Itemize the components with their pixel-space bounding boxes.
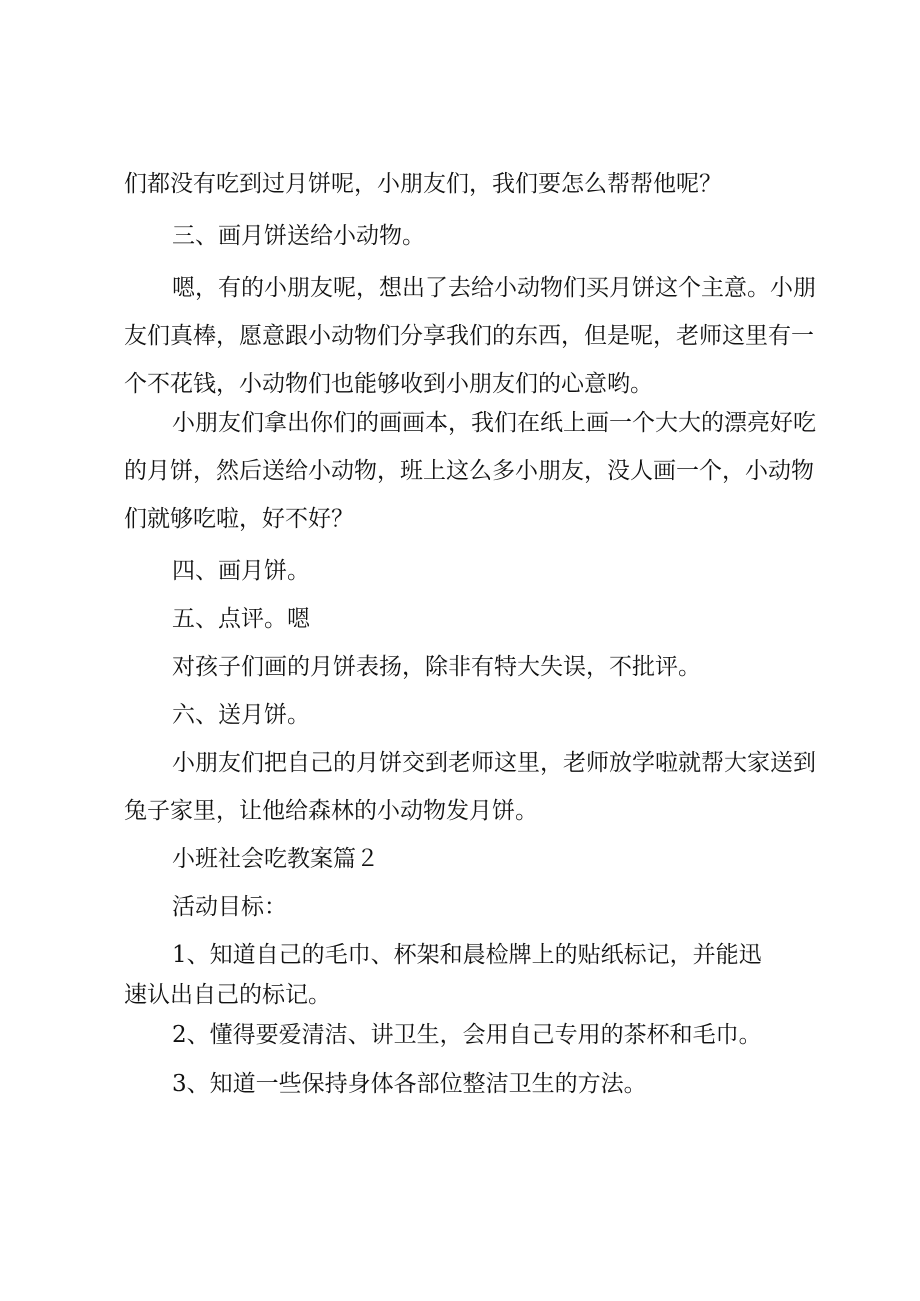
paragraph-3	[124, 277, 824, 396]
paragraph-2-section-heading	[124, 225, 824, 248]
article-subtitle	[124, 848, 824, 871]
paragraph-9	[124, 752, 824, 823]
text-line: 1、知道自己的毛巾、杯架和晨检牌上的贴纸标记，并能迅	[172, 942, 762, 968]
text-line: 四、画月饼。	[172, 558, 310, 584]
goal-item-3	[124, 1073, 824, 1096]
paragraph-1	[124, 173, 824, 196]
paragraph-6-section-heading	[124, 608, 824, 631]
goal-item-2	[124, 1024, 824, 1047]
paragraph-5-section-heading	[124, 560, 824, 583]
text-line: 个不花钱，小动物们也能够收到小朋友们的心意哟。	[124, 371, 653, 397]
text-line: 兔子家里，让他给森林的小动物发月饼。	[124, 798, 538, 824]
text-line: 速认出自己的标记。	[124, 982, 331, 1008]
text-line: 小朋友们把自己的月饼交到老师这里，老师放学啦就帮大家送到	[172, 750, 816, 776]
text-line: 对孩子们画的月饼表扬，除非有特大失误，不批评。	[172, 654, 701, 680]
text-line: 3、知道一些保持身体各部位整洁卫生的方法。	[172, 1071, 647, 1097]
text-line: 2、懂得要爱清洁、讲卫生，会用自己专用的茶杯和毛巾。	[172, 1022, 762, 1048]
text-line: 们都没有吃到过月饼呢，小朋友们，我们要怎么帮帮他呢？	[124, 171, 722, 197]
text-line: 小朋友们拿出你们的画画本，我们在纸上画一个大大的漂亮好吃	[172, 410, 816, 436]
text-line: 五、点评。嗯	[172, 606, 310, 632]
goal-item-1	[124, 944, 824, 1007]
text-line: 小班社会吃教案篇２	[172, 846, 379, 872]
paragraph-8-section-heading	[124, 704, 824, 727]
text-line: 友们真棒，愿意跟小动物们分享我们的东西，但是呢，老师这里有一	[124, 323, 814, 349]
text-line: 的月饼，然后送给小动物，班上这么多小朋友，没人画一个，小动物	[124, 458, 814, 484]
text-line: 三、画月饼送给小动物。	[172, 223, 425, 249]
paragraph-7	[124, 656, 824, 679]
text-line: 六、送月饼。	[172, 702, 310, 728]
paragraph-4	[124, 412, 824, 531]
activity-goals-heading	[124, 896, 824, 919]
text-line: 活动目标：	[172, 894, 287, 920]
text-line: 嗯，有的小朋友呢，想出了去给小动物们买月饼这个主意。小朋	[172, 275, 816, 301]
text-line: 们就够吃啦，好不好？	[124, 506, 354, 532]
